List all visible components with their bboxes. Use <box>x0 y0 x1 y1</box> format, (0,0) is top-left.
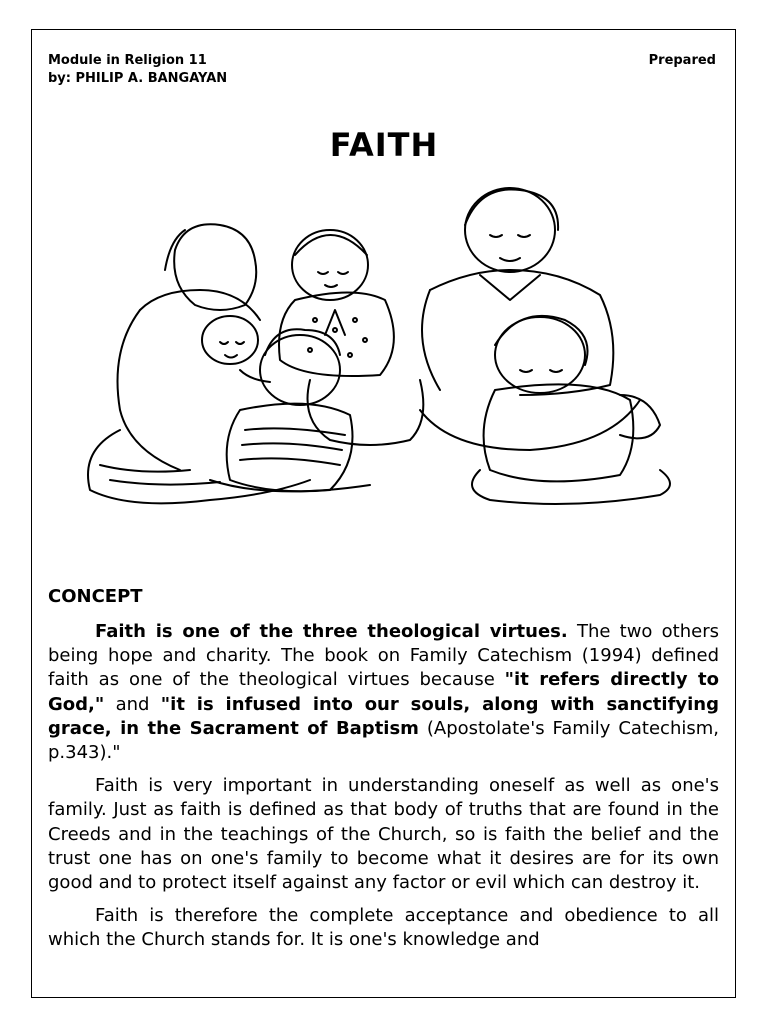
kneeling-boy-figure <box>472 316 670 504</box>
p1-text-2: and <box>104 693 161 715</box>
p1-bold-2: "it refers directly to God," <box>48 669 719 715</box>
family-praying-illustration <box>80 180 680 520</box>
prepared-label: Prepared <box>648 53 716 68</box>
p1-bold-1: Faith is one of the three theological virtues. <box>95 621 568 642</box>
module-title: Module in Religion 11 <box>48 53 207 68</box>
p1-bold-3: "it is infused into our souls, along with sanctifying grace, in the Sacrament of Baptism <box>48 693 720 739</box>
concept-heading: CONCEPT <box>48 586 143 607</box>
body-text <box>48 620 719 962</box>
boy-figure <box>210 329 370 491</box>
paragraph-1 <box>48 620 719 765</box>
page-title: FAITH <box>329 126 439 164</box>
paragraph-2: Faith is very important in understanding oneself as well as one's family. Just as faith is defined as that body of truths that are found in the Creeds and in the teachings of the Church, so is faith the belief and the trust one has on one's family to become what it desires are for its own good and to protect itself against any factor or evil which can destroy it. <box>48 775 719 894</box>
father-figure <box>420 188 660 450</box>
p1-text-3: (Apostolate's Family Catechism, p.343)." <box>48 717 719 764</box>
p1-text-1: The two others being hope and charity. The book on Family Catechism (1994) defined faith as one of the theological virtues because <box>48 621 719 691</box>
mother-figure <box>88 224 310 503</box>
paragraph-3: Faith is therefore the complete acceptance and obedience to all which the Church stands for. It is one's knowledge and <box>48 905 719 951</box>
module-header <box>48 52 716 88</box>
author-line: by: PHILIP A. BANGAYAN <box>48 71 228 86</box>
girl-figure <box>279 230 423 445</box>
